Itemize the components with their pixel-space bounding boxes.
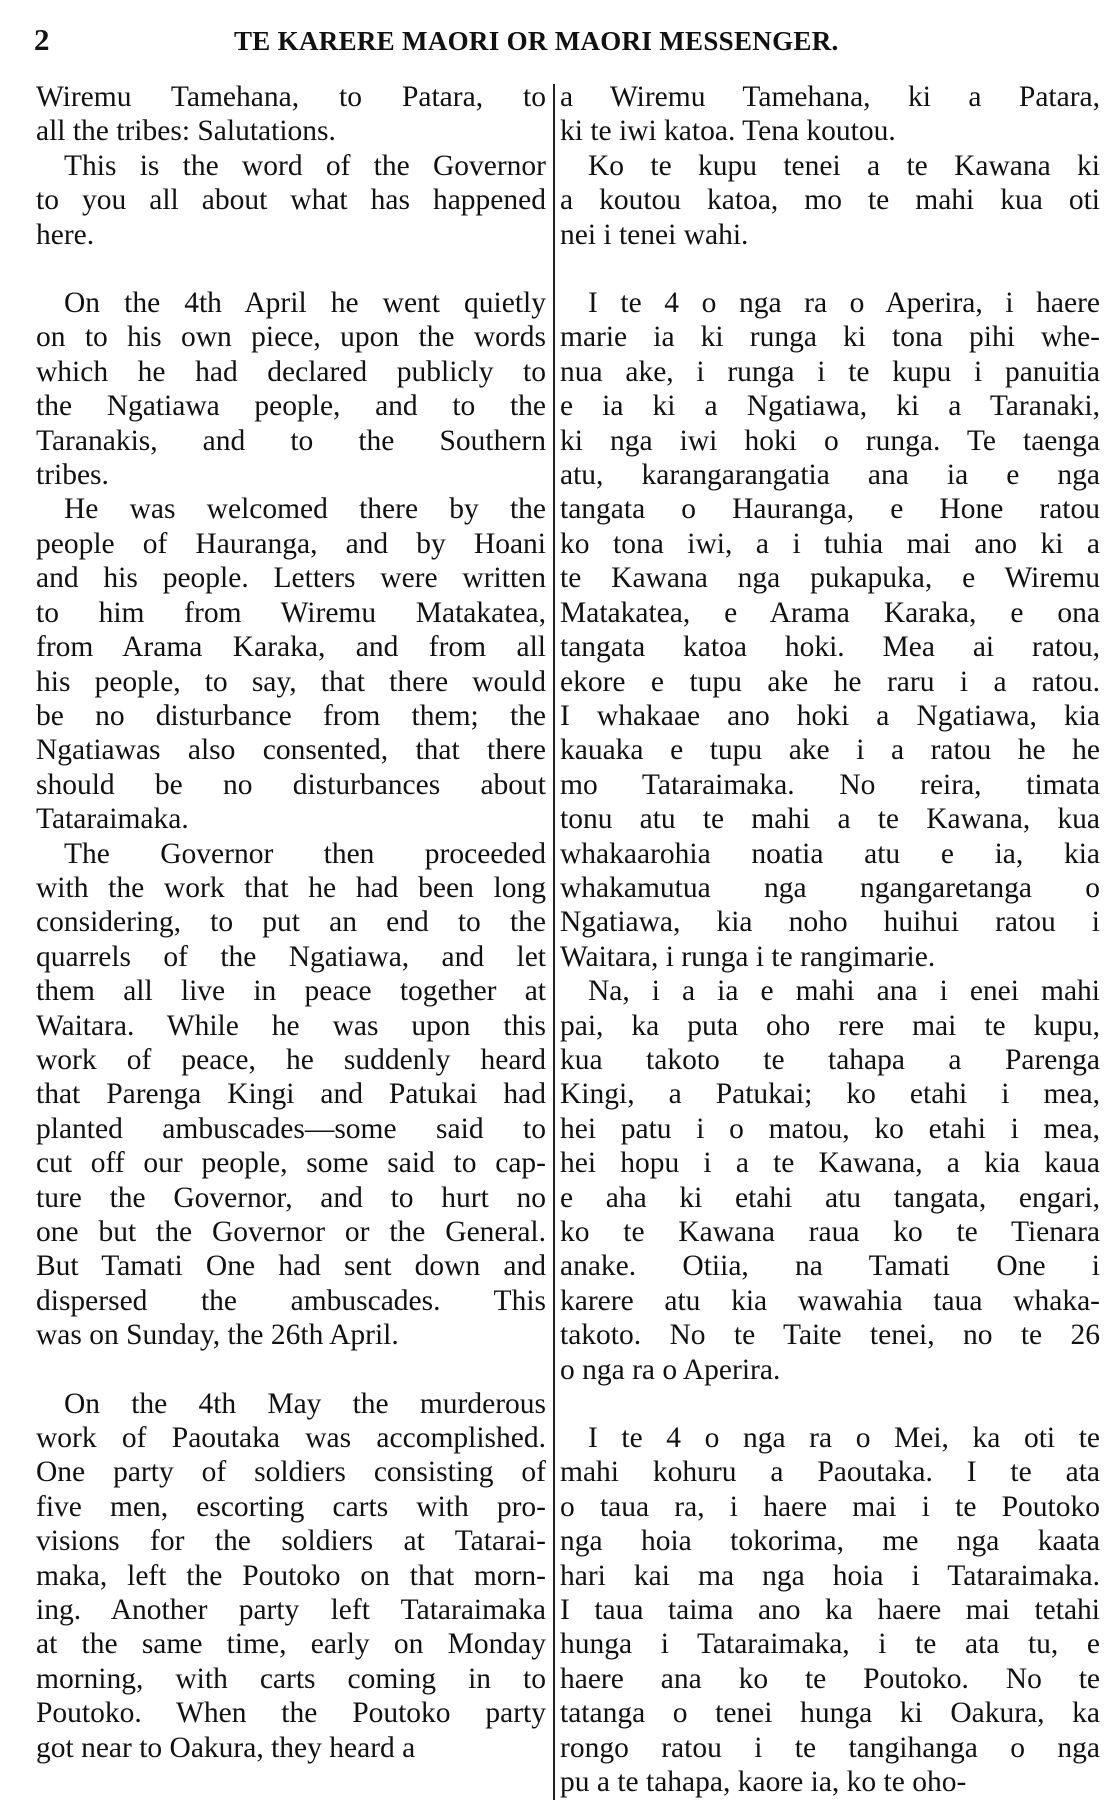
text-line: Ngatiawas also consented, that there: [36, 734, 546, 767]
paragraph: [36, 1387, 546, 1765]
text-line: I te 4 o nga ra o Mei, ka oti te: [588, 1422, 1100, 1455]
maori-column: [560, 80, 1100, 1800]
text-line: one but the Governor or the General.: [36, 1216, 546, 1248]
paragraph: [560, 974, 1100, 1387]
text-line: work of peace, he suddenly heard: [36, 1043, 546, 1076]
text-line: rongo ratou i te tangihanga o nga: [560, 1731, 1100, 1764]
running-title: TE KARERE MAORI OR MAORI MESSENGER.: [234, 26, 839, 56]
text-line: be no disturbance from them; the: [36, 699, 546, 732]
text-line: nua ake, i runga i te kupu i panuitia: [560, 355, 1100, 388]
text-line: On the 4th April he went quietly: [64, 287, 546, 320]
text-line: atu, karangarangatia ana ia e nga: [560, 459, 1100, 492]
text-line: five men, escorting carts with pro-: [36, 1490, 546, 1523]
text-line: ko te Kawana raua ko te Tienara: [560, 1216, 1100, 1248]
paragraph: [36, 149, 546, 252]
paragraph: [560, 286, 1100, 974]
text-line: ki te iwi katoa. Tena koutou.: [560, 115, 896, 148]
text-line: to him from Wiremu Matakatea,: [36, 596, 546, 629]
text-line: a koutou katoa, mo te mahi kua oti: [560, 184, 1100, 217]
text-line: But Tamati One had sent down and: [36, 1250, 546, 1283]
text-line: whakaarohia noatia atu e ia, kia: [560, 837, 1100, 870]
text-line: I te 4 o nga ra o Aperira, i haere: [588, 287, 1100, 320]
text-line: whakamutua nga ngangaretanga o: [560, 871, 1100, 904]
page-header: [34, 22, 1094, 62]
text-line: hunga i Tataraimaka, i te ata tu, e: [560, 1628, 1100, 1661]
text-line: I taua taima ano ka haere mai tetahi: [560, 1594, 1100, 1627]
text-line: ki nga iwi hoki o runga. Te taenga: [560, 424, 1100, 457]
text-line: a Wiremu Tamehana, ki a Patara,: [560, 81, 1100, 113]
paragraph: [36, 492, 546, 836]
text-line: with the work that he had been long: [36, 871, 546, 904]
paragraph: [560, 80, 1100, 149]
text-line: ko tona iwi, a i tuhia mai ano ki a: [560, 527, 1100, 560]
text-line: On the 4th May the murderous: [64, 1387, 546, 1420]
text-line: morning, with carts coming in to: [36, 1662, 546, 1695]
english-column: [36, 80, 546, 1800]
text-line: from Arama Karaka, and from all: [36, 631, 546, 664]
text-line: kauaka e tupu ake i a ratou he he: [560, 734, 1100, 767]
text-line: here.: [36, 218, 95, 251]
text-line: tangata katoa hoki. Mea ai ratou,: [560, 631, 1100, 664]
text-line: Wiremu Tamehana, to Patara, to: [36, 81, 546, 113]
text-line: hei hopu i a te Kawana, a kia kaua: [560, 1147, 1100, 1180]
text-line: them all live in peace together at: [36, 975, 546, 1008]
paragraph-gap: [36, 252, 546, 286]
text-line: should be no disturbances about: [36, 768, 546, 801]
text-line: hari kai ma nga hoia i Tataraimaka.: [560, 1559, 1100, 1592]
text-line: This is the word of the Governor: [64, 149, 546, 182]
text-line: Ko te kupu tenei a te Kawana ki: [588, 149, 1100, 182]
text-line: the Ngatiawa people, and to the: [36, 390, 546, 423]
text-line: cut off our people, some said to cap-: [36, 1147, 546, 1180]
text-line: The Governor then proceeded: [64, 837, 546, 870]
text-line: nei i tenei wahi.: [560, 218, 749, 251]
text-line: got near to Oakura, they heard a: [36, 1731, 416, 1764]
text-line: marie ia ki runga ki tona pihi whe-: [560, 321, 1100, 354]
text-line: e aha ki etahi atu tangata, engari,: [560, 1181, 1100, 1214]
text-line: maka, left the Poutoko on that morn-: [36, 1559, 546, 1592]
text-line: to you all about what has happened: [36, 184, 546, 217]
text-line: work of Paoutaka was accomplished.: [36, 1422, 546, 1455]
text-line: Waitara, i runga i te rangimarie.: [560, 940, 936, 973]
text-line: Waitara. While he was upon this: [36, 1009, 546, 1042]
text-line: He was welcomed there by the: [64, 493, 546, 526]
paragraph: [560, 149, 1100, 252]
text-line: pai, ka puta oho rere mai te kupu,: [560, 1009, 1100, 1042]
text-line: planted ambuscades—some said to: [36, 1112, 546, 1145]
text-line: Ngatiawa, kia noho huihui ratou i: [560, 906, 1100, 939]
text-line: and his people. Letters were written: [36, 562, 546, 595]
text-line: haere ana ko te Poutoko. No te: [560, 1662, 1100, 1695]
text-line: mo Tataraimaka. No reira, timata: [560, 768, 1100, 801]
text-line: ture the Governor, and to hurt no: [36, 1181, 546, 1214]
paragraph: [36, 80, 546, 149]
paragraph-gap: [560, 1387, 1100, 1421]
column-rule: [553, 84, 555, 1800]
text-line: o nga ra o Aperira.: [560, 1353, 781, 1386]
text-line: I whakaae ano hoki a Ngatiawa, kia: [560, 699, 1100, 732]
text-line: Taranakis, and to the Southern: [36, 424, 546, 457]
text-line: tangata o Hauranga, e Hone ratou: [560, 493, 1100, 526]
text-line: people of Hauranga, and by Hoani: [36, 527, 546, 560]
text-line: takoto. No te Taite tenei, no te 26: [560, 1319, 1100, 1352]
text-line: ekore e tupu ake he raru i a ratou.: [560, 665, 1100, 698]
text-line: Matakatea, e Arama Karaka, e ona: [560, 596, 1100, 629]
text-line: pu a te tahapa, kaore ia, ko te oho-: [560, 1766, 967, 1799]
text-line: Tataraimaka.: [36, 803, 189, 836]
text-line: te Kawana nga pukapuka, e Wiremu: [560, 562, 1100, 595]
page-number: 2: [34, 22, 50, 57]
text-line: ing. Another party left Tataraimaka: [36, 1594, 546, 1627]
paragraph-gap: [36, 1353, 546, 1387]
text-line: quarrels of the Ngatiawa, and let: [36, 940, 546, 973]
text-line: his people, to say, that there would: [36, 665, 546, 698]
text-line: which he had declared publicly to: [36, 355, 546, 388]
paragraph: [36, 837, 546, 1353]
text-line: kua takoto te tahapa a Parenga: [560, 1043, 1100, 1076]
text-line: dispersed the ambuscades. This: [36, 1284, 546, 1317]
text-line: all the tribes: Salutations.: [36, 115, 336, 148]
text-line: anake. Otiia, na Tamati One i: [560, 1250, 1100, 1283]
text-line: Poutoko. When the Poutoko party: [36, 1697, 546, 1730]
paragraph: [560, 1421, 1100, 1799]
text-line: considering, to put an end to the: [36, 906, 546, 939]
text-line: mahi kohuru a Paoutaka. I te ata: [560, 1456, 1100, 1489]
text-line: e ia ki a Ngatiawa, ki a Taranaki,: [560, 390, 1100, 423]
text-line: karere atu kia wawahia taua whaka-: [560, 1284, 1100, 1317]
text-line: tonu atu te mahi a te Kawana, kua: [560, 803, 1100, 836]
text-line: was on Sunday, the 26th April.: [36, 1319, 399, 1352]
text-line: on to his own piece, upon the words: [36, 321, 546, 354]
text-line: Na, i a ia e mahi ana i enei mahi: [588, 975, 1100, 1008]
text-line: at the same time, early on Monday: [36, 1628, 546, 1661]
paragraph: [36, 286, 546, 492]
text-line: One party of soldiers consisting of: [36, 1456, 546, 1489]
text-line: visions for the soldiers at Tatarai-: [36, 1525, 546, 1558]
text-line: nga hoia tokorima, me nga kaata: [560, 1525, 1100, 1558]
text-line: hei patu i o matou, ko etahi i mea,: [560, 1112, 1100, 1145]
text-line: tatanga o tenei hunga ki Oakura, ka: [560, 1697, 1100, 1730]
text-line: o taua ra, i haere mai i te Poutoko: [560, 1490, 1100, 1523]
paragraph-gap: [560, 252, 1100, 286]
text-line: Kingi, a Patukai; ko etahi i mea,: [560, 1078, 1100, 1111]
text-line: tribes.: [36, 459, 109, 492]
text-line: that Parenga Kingi and Patukai had: [36, 1078, 546, 1111]
